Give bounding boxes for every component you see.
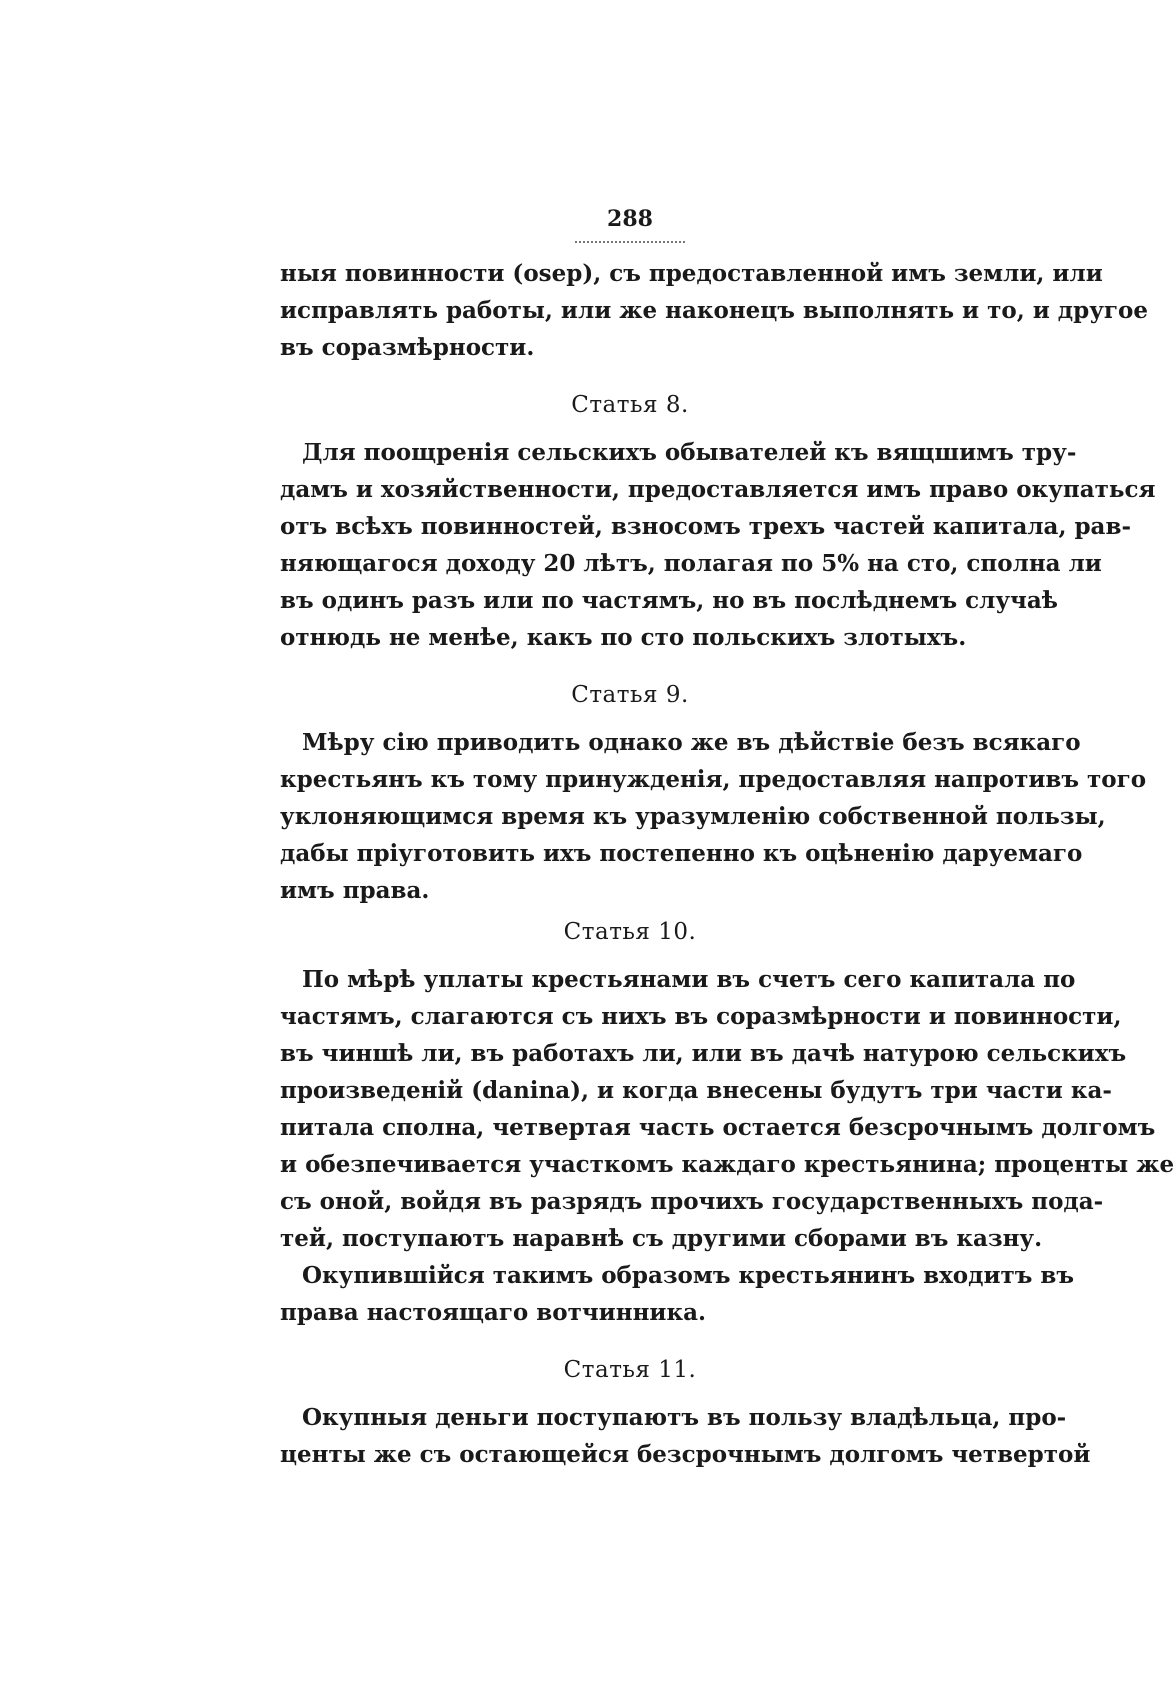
page-number-underline: [575, 235, 685, 243]
text-line: няющагося доходу 20 лѣтъ, полагая по 5% на сто, сполна ли: [280, 550, 1102, 577]
text-line: Окупныя деньги поступаютъ въ пользу владѣльца, про-: [302, 1404, 1067, 1431]
paragraph-article-8: [280, 434, 1156, 656]
text-line: отъ всѣхъ повинностей, взносомъ трехъ частей капитала, рав-: [280, 513, 1131, 540]
text-line: Мѣру сію приводить однако же въ дѣйствіе безъ всякаго: [302, 729, 1081, 756]
paragraph-article-9: [280, 724, 1147, 909]
text-line: въ соразмѣрности.: [280, 334, 535, 361]
text-line: тей, поступаютъ наравнѣ съ другими сборами въ казну.: [280, 1225, 1043, 1252]
article-heading-11: Статья 11.: [563, 1357, 697, 1383]
article-heading-9: Статья 9.: [571, 682, 689, 708]
text-line: произведеній (danina), и когда внесены будутъ три части ка-: [280, 1077, 1112, 1104]
text-line: дабы пріуготовить ихъ постепенно къ оцѣненію даруемаго: [280, 840, 1083, 867]
text-line: частямъ, слагаются съ нихъ въ соразмѣрности и повинности,: [280, 1003, 1122, 1030]
article-heading-10: Статья 10.: [563, 919, 697, 945]
text-line: права настоящаго вотчинника.: [280, 1299, 706, 1326]
text-line: съ оной, войдя въ разрядъ прочихъ государственныхъ пода-: [280, 1188, 1104, 1215]
text-line: питала сполна, четвертая часть остается безсрочнымъ долгомъ: [280, 1114, 1156, 1141]
paragraph-continuation: [280, 255, 1149, 366]
page-number: 288: [607, 206, 653, 232]
text-line: въ одинъ разъ или по частямъ, но въ послѣднемъ случаѣ: [280, 587, 1058, 614]
text-line: ныя повинности (osep), съ предоставленной имъ земли, или: [280, 260, 1103, 287]
paragraph-article-10-cont: [280, 1257, 1075, 1331]
text-line: въ чиншѣ ли, въ работахъ ли, или въ дачѣ натурою сельскихъ: [280, 1040, 1127, 1067]
text-line: исправлять работы, или же наконецъ выполнять и то, и другое: [280, 297, 1149, 324]
text-line: Окупившійся такимъ образомъ крестьянинъ входитъ въ: [302, 1262, 1075, 1289]
paragraph-article-10: [280, 961, 1174, 1257]
text-line: и обезпечивается участкомъ каждаго крестьянина; проценты же: [280, 1151, 1174, 1178]
text-line: Для поощренія сельскихъ обывателей къ вящшимъ тру-: [302, 439, 1077, 466]
document-page: [280, 205, 1174, 1473]
text-line: имъ права.: [280, 877, 430, 904]
text-line: уклоняющимся время къ уразумленію собственной пользы,: [280, 803, 1106, 830]
text-line: крестьянъ къ тому принужденія, предоставляя напротивъ того: [280, 766, 1147, 793]
text-line: центы же съ остающейся безсрочнымъ долгомъ четвертой: [280, 1441, 1091, 1468]
article-heading-8: Статья 8.: [571, 392, 689, 418]
text-line: отнюдь не менѣе, какъ по сто польскихъ злотыхъ.: [280, 624, 967, 651]
paragraph-article-11: [280, 1399, 1091, 1473]
text-line: По мѣрѣ уплаты крестьянами въ счетъ сего капитала по: [302, 966, 1076, 993]
text-line: дамъ и хозяйственности, предоставляется имъ право окупаться: [280, 476, 1156, 503]
